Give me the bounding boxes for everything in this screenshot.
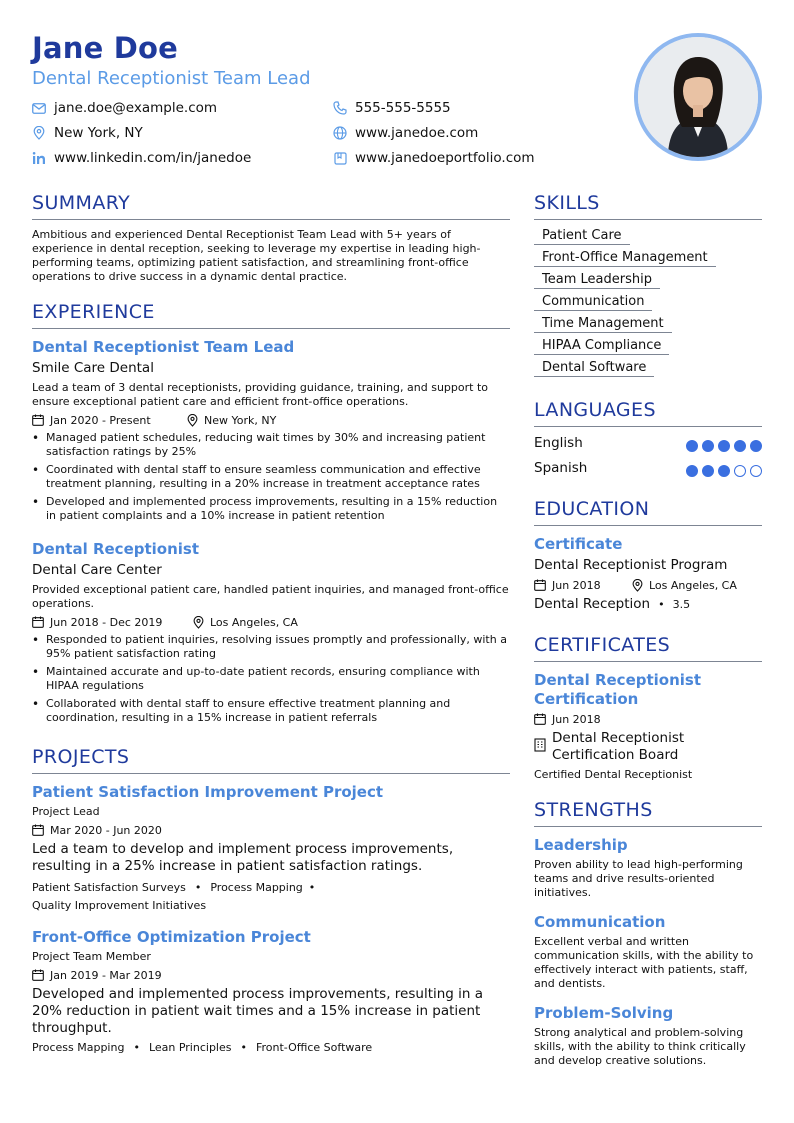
skills-divider (534, 219, 762, 220)
project-title: Front-Office Optimization Project (32, 928, 311, 946)
job-title: Dental Receptionist Team Lead (32, 338, 295, 356)
skill-tag: Front-Office Management (534, 250, 716, 267)
projects-heading: PROJECTS (32, 746, 130, 768)
job-bullet: • Developed and implemented process improvements, resulting in a 15% reduction in patient complaints and a 10% increase in patient retention (32, 495, 510, 523)
filled-dot-icon (702, 465, 714, 477)
project-role: Project Lead (32, 805, 100, 818)
contact-website[interactable] (333, 124, 478, 142)
project-tag: Front-Office Software (255, 1041, 373, 1054)
profile-photo (634, 33, 762, 161)
project-tag: Quality Improvement Initiatives (32, 899, 207, 912)
education-field-row: Dental Reception • 3.5 (534, 596, 691, 612)
certificates-divider (534, 661, 762, 662)
summary-text: Ambitious and experienced Dental Receptionist Team Lead with 5+ years of experience in dental reception, seeking to leverage my expertise in leading high-performing teams, optimizing patient satisfaction, and streamlining front-office operations to drive success in a dynamic dental practice. (32, 228, 481, 283)
certificate-issuer-row (534, 730, 712, 764)
job-company: Dental Care Center (32, 562, 162, 578)
certificate-date (534, 711, 601, 727)
linkedin-icon (32, 151, 46, 165)
job-description: Provided exceptional patient care, handled patient inquiries, and managed front-office operations. (32, 583, 509, 610)
strength-title: Problem-Solving (534, 1004, 674, 1022)
education-dates (534, 577, 601, 593)
email-text: jane.doe@example.com (54, 100, 218, 116)
contact-email[interactable] (32, 99, 217, 117)
strength-title: Communication (534, 913, 666, 931)
portfolio-icon (333, 151, 347, 165)
skills-heading: SKILLS (534, 192, 600, 214)
project-dates-text: Mar 2020 - Jun 2020 (50, 823, 162, 837)
job-bullet: • Collaborated with dental staff to ensure effective treatment planning and coordination, resulting in a 15% increase in patient referrals (32, 697, 510, 725)
skill-tag: Dental Software (534, 360, 654, 377)
job-dates (32, 412, 151, 428)
skill-tag: Time Management (534, 316, 672, 333)
calendar-icon (32, 616, 44, 628)
website-text: www.janedoe.com (355, 125, 479, 141)
education-program: Dental Receptionist Program (534, 557, 728, 573)
job-company: Smile Care Dental (32, 360, 154, 376)
location-pin-icon (187, 414, 198, 427)
summary-divider (32, 219, 510, 220)
strength-text: Excellent verbal and written communication skills, with the ability to effectively interact with patients, staff, and dentists. (534, 935, 754, 990)
project-dates-text: Jan 2019 - Mar 2019 (50, 968, 162, 982)
filled-dot-icon (718, 465, 730, 477)
skill-tag: Communication (534, 294, 652, 311)
languages-heading: LANGUAGES (534, 399, 656, 421)
phone-icon (333, 101, 347, 115)
language-level-dots (686, 440, 762, 452)
languages-divider (534, 426, 762, 427)
job-location (187, 412, 276, 428)
project-tag: Lean Principles (148, 1041, 232, 1054)
projects-divider (32, 773, 510, 774)
education-divider (534, 525, 762, 526)
filled-dot-icon (750, 440, 762, 452)
strength-title: Leadership (534, 836, 628, 854)
job-description: Lead a team of 3 dental receptionists, providing guidance, training, and support to ensure exceptional patient care and efficient front-office operations. (32, 381, 488, 408)
strengths-heading: STRENGTHS (534, 799, 653, 821)
education-location (632, 577, 737, 593)
filled-dot-icon (718, 440, 730, 452)
filled-dot-icon (702, 440, 714, 452)
strength-text: Proven ability to lead high-performing teams and drive results-oriented initiatives. (534, 858, 743, 899)
calendar-icon (32, 414, 44, 426)
education-degree: Certificate (534, 535, 623, 553)
certificate-date-text: Jun 2018 (552, 712, 601, 726)
skill-tag: Patient Care (534, 228, 630, 245)
education-gpa: 3.5 (672, 597, 691, 611)
project-dates (32, 822, 162, 838)
filled-dot-icon (734, 440, 746, 452)
language-name: Spanish (534, 460, 588, 476)
education-location-text: Los Angeles, CA (649, 578, 737, 592)
job-title: Dental Receptionist (32, 540, 200, 558)
education-heading: EDUCATION (534, 498, 650, 520)
project-tag: Process Mapping (210, 881, 303, 894)
filled-dot-icon (686, 465, 698, 477)
education-field: Dental Reception (534, 596, 651, 612)
skill-tag: HIPAA Compliance (534, 338, 669, 355)
job-dates-text: Jan 2020 - Present (50, 413, 151, 427)
empty-dot-icon (750, 465, 762, 477)
location-pin-icon (632, 579, 643, 592)
strength-text: Strong analytical and problem-solving skills, with the ability to think critically and develop creative solutions. (534, 1026, 746, 1067)
certificate-note: Certified Dental Receptionist (534, 768, 693, 781)
job-location (193, 614, 298, 630)
job-bullet: • Maintained accurate and up-to-date patient records, ensuring compliance with HIPAA regulations (32, 665, 510, 693)
empty-dot-icon (734, 465, 746, 477)
project-description: Led a team to develop and implement process improvements, resulting in a 25% increase in patient satisfaction ratings. (32, 841, 454, 874)
certificate-name: Dental Receptionist Certification (534, 671, 702, 708)
location-text: New York, NY (54, 125, 143, 141)
project-tags: Process Mapping • Lean Principles • Front-Office Software (32, 1041, 373, 1054)
contact-phone[interactable] (333, 99, 451, 117)
calendar-icon (32, 824, 44, 836)
building-icon (534, 738, 546, 752)
phone-text: 555-555-5555 (355, 100, 451, 116)
language-level-dots (686, 465, 762, 477)
location-pin-icon (193, 616, 204, 629)
project-description: Developed and implemented process improvements, resulting in a 20% reduction in patient wait times and a 15% increase in patient throughput. (32, 986, 484, 1036)
location-pin-icon (32, 126, 46, 140)
linkedin-text: www.linkedin.com/in/janedoe (54, 150, 252, 166)
summary-heading: SUMMARY (32, 192, 131, 214)
job-bullet: • Coordinated with dental staff to ensure seamless communication and effective treatment planning, resulting in a 20% increase in treatment acceptance rates (32, 463, 510, 491)
portfolio-text: www.janedoeportfolio.com (355, 150, 535, 166)
experience-heading: EXPERIENCE (32, 301, 155, 323)
contact-linkedin[interactable] (32, 149, 251, 167)
candidate-title: Dental Receptionist Team Lead (32, 68, 311, 89)
envelope-icon (32, 101, 46, 115)
skill-tag: Team Leadership (534, 272, 660, 289)
certificate-issuer: Dental Receptionist Certification Board (552, 730, 685, 763)
job-dates (32, 614, 162, 630)
job-location-text: New York, NY (204, 413, 277, 427)
contact-location (32, 124, 143, 142)
project-tag: Patient Satisfaction Surveys (32, 881, 186, 894)
candidate-name: Jane Doe (32, 31, 179, 65)
strengths-divider (534, 826, 762, 827)
job-bullet: • Managed patient schedules, reducing wait times by 30% and increasing patient satisfaction ratings by 25% (32, 431, 510, 459)
contact-portfolio[interactable] (333, 149, 535, 167)
filled-dot-icon (686, 440, 698, 452)
project-tag: Process Mapping (32, 1041, 125, 1054)
calendar-icon (32, 969, 44, 981)
project-dates (32, 967, 162, 983)
education-dates-text: Jun 2018 (552, 578, 601, 592)
job-location-text: Los Angeles, CA (210, 615, 298, 629)
certificates-heading: CERTIFICATES (534, 634, 671, 656)
language-name: English (534, 435, 583, 451)
job-dates-text: Jun 2018 - Dec 2019 (50, 615, 163, 629)
project-title: Patient Satisfaction Improvement Project (32, 783, 384, 801)
calendar-icon (534, 579, 546, 591)
job-bullet: • Responded to patient inquiries, resolving issues promptly and professionally, with a 95% patient satisfaction rating (32, 633, 510, 661)
experience-divider (32, 328, 510, 329)
globe-icon (333, 126, 347, 140)
calendar-icon (534, 713, 546, 725)
project-tags: Patient Satisfaction Surveys • Process Mapping • Quality Improvement Initiatives (32, 881, 316, 912)
project-role: Project Team Member (32, 950, 151, 963)
